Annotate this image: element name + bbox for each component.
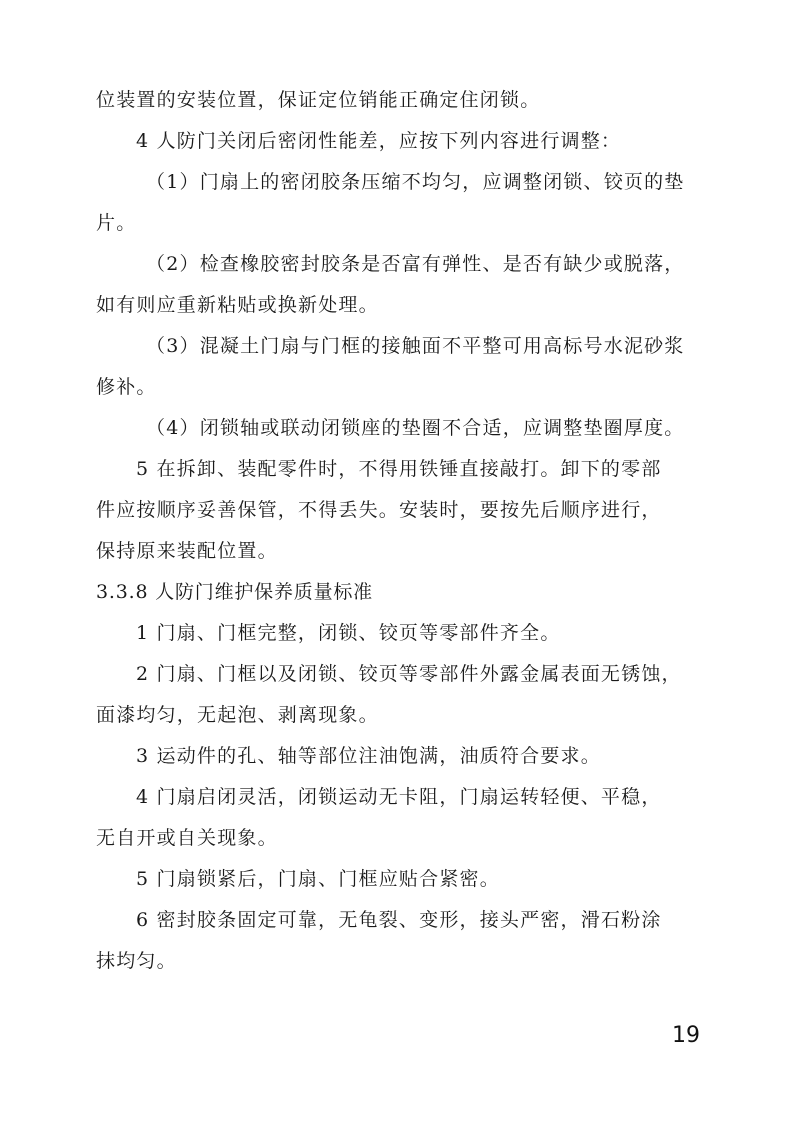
text-line: 无自开或自关现象。 bbox=[96, 827, 278, 849]
section-heading: 3.3.8 人防门维护保养质量标准 bbox=[96, 581, 373, 603]
text-line: 6 密封胶条固定可靠，无龟裂、变形，接头严密，滑石粉涂 bbox=[136, 909, 662, 931]
text-line: （4）闭锁轴或联动闭锁座的垫圈不合适，应调整垫圈厚度。 bbox=[146, 417, 685, 439]
text-line: 件应按顺序妥善保管，不得丢失。安装时，要按先后顺序进行， bbox=[96, 499, 662, 521]
document-body bbox=[96, 88, 702, 990]
text-line: 5 门扇锁紧后，门扇、门框应贴合紧密。 bbox=[136, 868, 500, 890]
text-line: 位装置的安装位置，保证定位销能正确定住闭锁。 bbox=[96, 89, 541, 111]
text-line: 4 人防门关闭后密闭性能差，应按下列内容进行调整： bbox=[136, 130, 622, 152]
text-line: 3 运动件的孔、轴等部位注油饱满，油质符合要求。 bbox=[136, 745, 601, 767]
text-line: 保持原来装配位置。 bbox=[96, 540, 278, 562]
text-line: 2 门扇、门框以及闭锁、铰页等零部件外露金属表面无锈蚀， bbox=[136, 663, 682, 685]
text-line: （2）检查橡胶密封胶条是否富有弹性、是否有缺少或脱落， bbox=[146, 253, 685, 275]
text-line: 5 在拆卸、装配零件时，不得用铁锤直接敲打。卸下的零部 bbox=[136, 458, 662, 480]
page-number: 19 bbox=[672, 1023, 700, 1048]
text-line: 如有则应重新粘贴或换新处理。 bbox=[96, 294, 379, 316]
text-line: 1 门扇、门框完整，闭锁、铰页等零部件齐全。 bbox=[136, 622, 561, 644]
text-line: （3）混凝土门扇与门框的接触面不平整可用高标号水泥砂浆 bbox=[146, 335, 685, 357]
text-line: 面漆均匀，无起泡、剥离现象。 bbox=[96, 704, 379, 726]
text-line: 4 门扇启闭灵活，闭锁运动无卡阻，门扇运转轻便、平稳， bbox=[136, 786, 662, 808]
text-line: 抹均匀。 bbox=[96, 950, 177, 972]
text-line: 片。 bbox=[96, 212, 137, 234]
text-line: （1）门扇上的密闭胶条压缩不均匀，应调整闭锁、铰页的垫 bbox=[146, 171, 685, 193]
text-line: 修补。 bbox=[96, 376, 157, 398]
